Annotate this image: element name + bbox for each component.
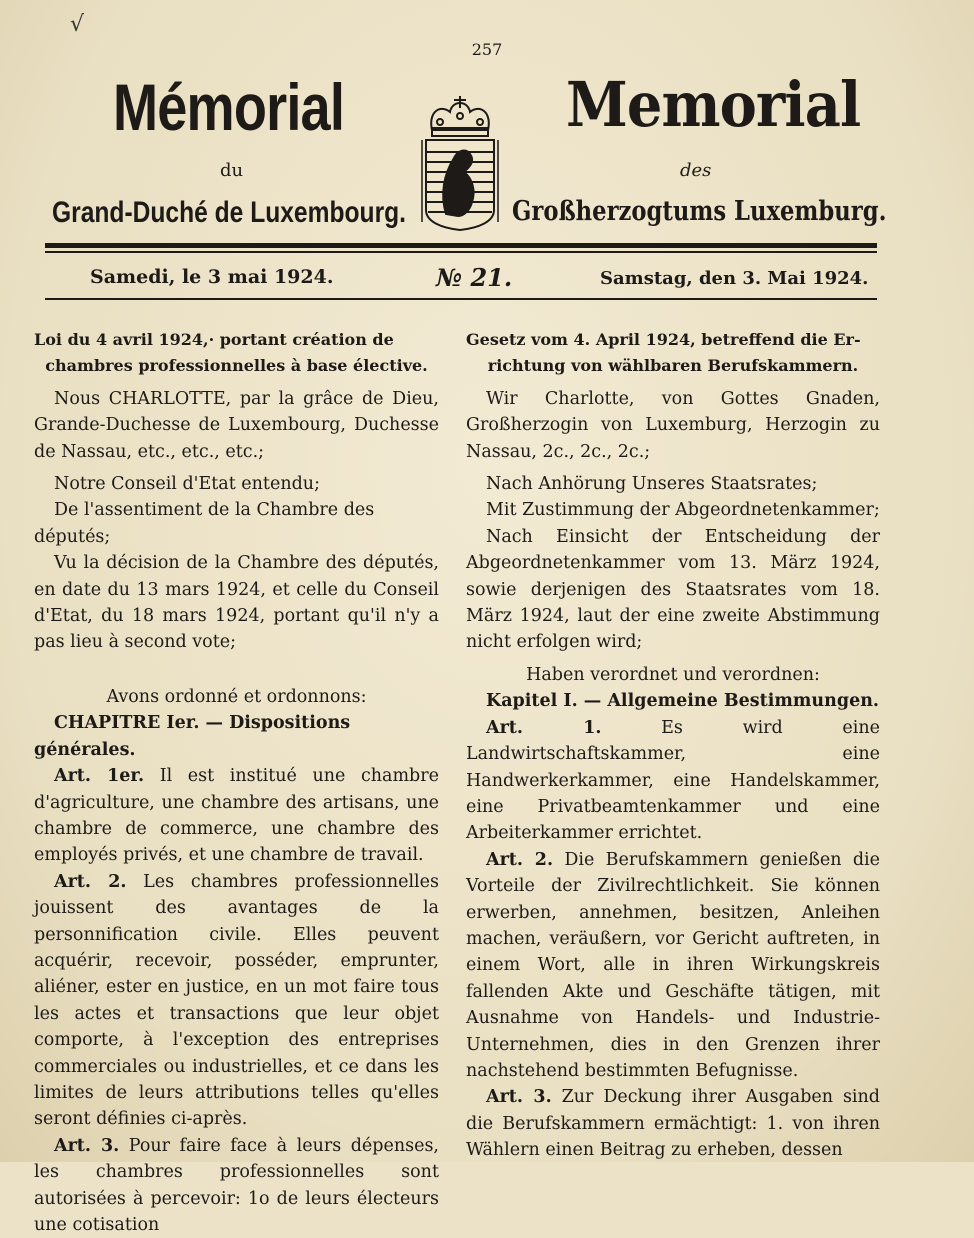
article-3-text-de: Zur Deckung ihrer Ausgaben sind die Berufskammern ermächtigt: 1. von ihren Wählern einen Beitrag zu erheben, dessen — [466, 1087, 880, 1161]
ordonne-fr: Avons ordonné et ordonnons: — [106, 686, 367, 707]
anhoerung-de: Nach Anhörung Unseres Staatsrates; — [486, 474, 818, 495]
issue-date-de: Samstag, den 3. Mai 1924. — [600, 268, 869, 289]
conseil-fr: Notre Conseil d'Etat entendu; — [54, 474, 320, 495]
masthead-subtitle-fr: Grand-Duché de Luxembourg. — [52, 196, 407, 229]
masthead-title-fr: Mémorial — [113, 70, 345, 144]
french-column — [34, 327, 439, 1238]
chapter-heading-de: Kapitel I. — Allgemeine Bestimmungen. — [486, 691, 880, 712]
article-3-fr — [34, 1133, 439, 1238]
masthead-subtitle-de: Großherzogtums Luxemburg. — [512, 196, 887, 227]
coat-of-arms-icon — [420, 82, 500, 232]
law-title-fr-line1: Loi du 4 avril 1924,· portant création de — [34, 330, 394, 349]
article-1-label-de: Art. 1. — [486, 717, 602, 738]
article-1-label-fr: Art. 1er. — [54, 766, 145, 787]
masthead-title-de: Memorial — [566, 68, 861, 141]
masthead-rule-thin — [45, 251, 877, 253]
article-3-label-de: Art. 3. — [486, 1087, 552, 1108]
law-title-de — [466, 327, 880, 380]
article-2-de — [466, 847, 880, 1085]
einsicht-de: Nach Einsicht der Entscheidung der Abgeordnetenkammer vom 13. März 1924, sowie derjenigen des Staatsrates vom 18. März 1924, laut der eine zweite Abstimmung nicht erfolgen wird; — [466, 526, 880, 653]
preamble-fr: Nous CHARLOTTE, par la grâce de Dieu, Grande-Duchesse de Luxembourg, Duchesse de Nassau, etc., etc., etc.; — [34, 388, 439, 462]
article-3-label-fr: Art. 3. — [54, 1135, 120, 1156]
chapter-heading-fr: CHAPITRE Ier. — Dispositions générales. — [34, 713, 351, 760]
assentiment-fr: De l'assentiment de la Chambre des députés; — [34, 500, 375, 547]
law-title-fr — [34, 327, 439, 380]
article-1-de — [466, 715, 880, 847]
law-title-de-line2: richtung von wählbaren Berufskammern. — [487, 356, 859, 376]
zustimmung-de: Mit Zustimmung der Abgeordnetenkammer; — [486, 500, 880, 521]
masthead-du: du — [220, 160, 244, 181]
page-number: 257 — [471, 40, 503, 59]
article-2-label-de: Art. 2. — [486, 849, 554, 870]
decision-fr: Vu la décision de la Chambre des députés, en date du 13 mars 1924, et celle du Conseil d'Etat, du 18 mars 1924, portant qu'il n'y a pas lieu à second vote; — [34, 553, 439, 653]
german-column — [466, 327, 880, 1164]
article-1-fr — [34, 763, 439, 869]
preamble-de: Wir Charlotte, von Gottes Gnaden, Großherzogin von Luxemburg, Herzogin zu Nassau, 2c., 2c., 2c.; — [466, 388, 880, 462]
article-1-text-de: Es wird eine Landwirtschaftskammer, eine Handwerkerkammer, eine Handelskammer, eine Privatbeamtenkammer und eine Arbeiterkammer errichtet. — [466, 717, 881, 844]
article-3-de — [466, 1084, 880, 1163]
issue-number: № 21. — [436, 263, 513, 292]
law-title-fr-line2: chambres professionnelles à base élective. — [45, 356, 428, 376]
article-2-fr — [34, 869, 439, 1133]
masthead-rule-thick — [45, 243, 877, 248]
verordnet-de: Haben verordnet und verordnen: — [526, 664, 820, 685]
issue-date-fr: Samedi, le 3 mai 1924. — [90, 266, 334, 288]
header-bottom-rule — [45, 298, 877, 300]
article-3-text-fr: Pour faire face à leurs dépenses, les chambres professionnelles sont autorisées à percevoir: 1o de leurs électeurs une cotisation — [34, 1135, 439, 1235]
article-2-label-fr: Art. 2. — [54, 871, 127, 892]
article-1-text-fr: Il est institué une chambre d'agriculture, une chambre des artisans, une chambre de commerce, une chambre des employés privés, et une chambre de travail. — [34, 766, 439, 866]
article-2-text-fr: Les chambres professionnelles jouissent des avantages de la personnification civile. Elles peuvent acquérir, recevoir, posséder, emprunter, aliéner, ester en justice, en un mot faire tous les actes et transactions que leur objet comporte, à l'exception des entreprises commerciales ou industrielles, et ce dans les limites de leurs attributions telles qu'elles seront définies ci-après. — [34, 871, 439, 1130]
handwritten-check-mark: √ — [70, 12, 85, 37]
law-title-de-line1: Gesetz vom 4. April 1924, betreffend die Er- — [466, 330, 861, 349]
masthead-des: des — [680, 160, 712, 181]
article-2-text-de: Die Berufskammern genießen die Vorteile der Zivilrechtlichkeit. Sie können erwerben, annehmen, besitzen, Anleihen machen, veräußern, vor Gericht auftreten, in einem Wort, alle in ihren Wirkungskreis fallenden Akte und Geschäfte tätigen, mit Ausnahme von Handels- und Industrie-Unternehmen, dies in den Grenzen ihrer nachstehend bestimmten Befugnisse. — [466, 849, 880, 1081]
